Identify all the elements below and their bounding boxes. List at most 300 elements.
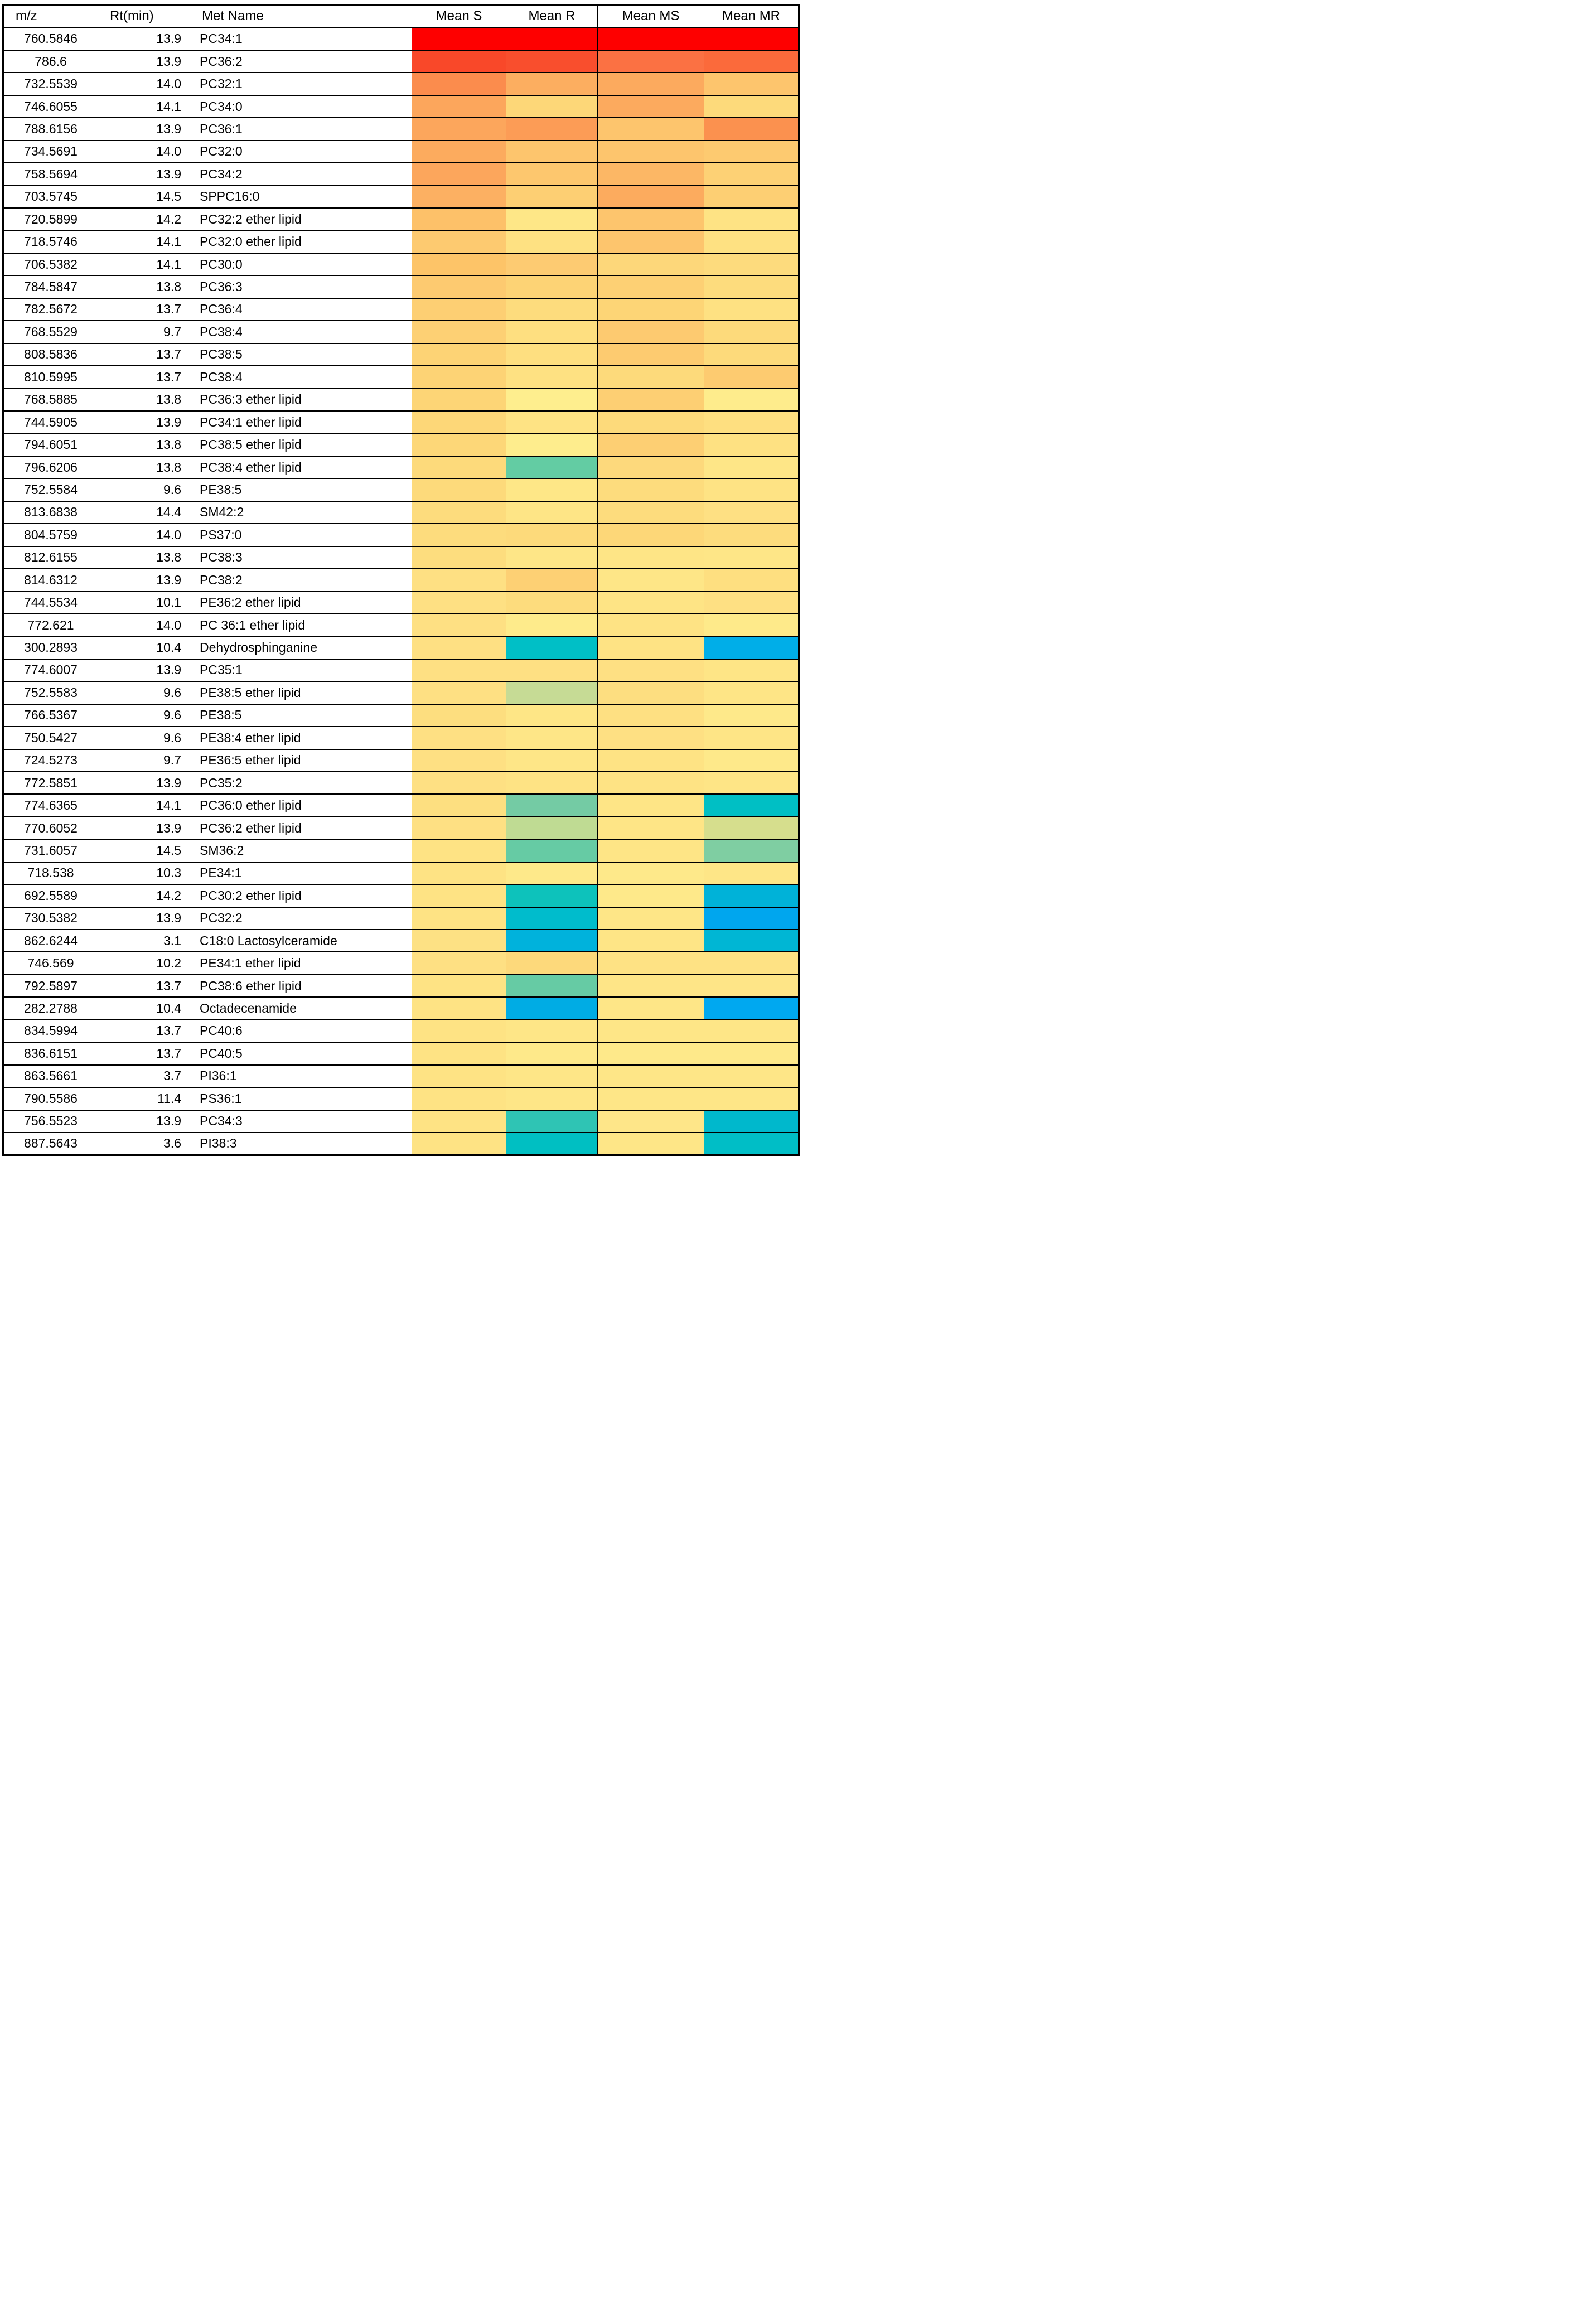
table-row: [3, 997, 799, 1019]
rt-cell: 13.9: [98, 28, 190, 50]
heatmap-cell-r: [506, 141, 598, 163]
heatmap-cell-r: [506, 930, 598, 952]
heatmap-cell-mr: [704, 772, 799, 794]
heatmap-cell-mr: [704, 546, 799, 569]
heatmap-cell-r: [506, 298, 598, 321]
met-name-cell: PC38:6 ether lipid: [190, 975, 412, 997]
rt-cell: 14.4: [98, 501, 190, 524]
heatmap-cell-ms: [598, 275, 704, 298]
rt-cell: 13.9: [98, 1110, 190, 1133]
met-name-cell: PC32:0 ether lipid: [190, 230, 412, 253]
heatmap-cell-mr: [704, 591, 799, 613]
mz-cell: 734.5691: [3, 141, 98, 163]
met-name-cell: PC38:2: [190, 569, 412, 591]
heatmap-cell-mr: [704, 975, 799, 997]
met-name-cell: PC38:3: [190, 546, 412, 569]
heatmap-cell-ms: [598, 141, 704, 163]
mz-cell: 814.6312: [3, 569, 98, 591]
heatmap-cell-s: [412, 659, 506, 681]
mz-cell: 744.5534: [3, 591, 98, 613]
met-name-cell: PC40:5: [190, 1042, 412, 1064]
heatmap-cell-s: [412, 1020, 506, 1042]
table-row: [3, 389, 799, 411]
heatmap-cell-mr: [704, 275, 799, 298]
mz-cell: 750.5427: [3, 727, 98, 749]
table-row: [3, 727, 799, 749]
mz-cell: 784.5847: [3, 275, 98, 298]
heatmap-cell-s: [412, 704, 506, 727]
mz-cell: 718.538: [3, 862, 98, 884]
heatmap-cell-ms: [598, 930, 704, 952]
table-row: [3, 298, 799, 321]
table-row: [3, 366, 799, 388]
heatmap-cell-r: [506, 95, 598, 118]
heatmap-cell-s: [412, 636, 506, 659]
met-name-cell: PC30:0: [190, 253, 412, 275]
rt-cell: 14.0: [98, 141, 190, 163]
met-name-cell: PE38:5 ether lipid: [190, 681, 412, 704]
column-header-mean-ms: Mean MS: [598, 5, 704, 28]
heatmap-cell-s: [412, 28, 506, 50]
heatmap-cell-r: [506, 817, 598, 839]
column-header-mean-s: Mean S: [412, 5, 506, 28]
table-row: [3, 546, 799, 569]
heatmap-cell-s: [412, 366, 506, 388]
heatmap-cell-r: [506, 1042, 598, 1064]
rt-cell: 13.8: [98, 433, 190, 456]
heatmap-cell-ms: [598, 614, 704, 636]
heatmap-cell-r: [506, 659, 598, 681]
heatmap-cell-s: [412, 794, 506, 816]
met-name-cell: PC36:1: [190, 118, 412, 140]
heatmap-cell-ms: [598, 704, 704, 727]
heatmap-cell-mr: [704, 1065, 799, 1087]
met-name-cell: PC32:0: [190, 141, 412, 163]
mz-cell: 703.5745: [3, 186, 98, 208]
heatmap-cell-mr: [704, 1133, 799, 1155]
mz-cell: 760.5846: [3, 28, 98, 50]
heatmap-cell-mr: [704, 141, 799, 163]
mz-cell: 794.6051: [3, 433, 98, 456]
heatmap-cell-r: [506, 952, 598, 974]
heatmap-cell-r: [506, 1133, 598, 1155]
mz-cell: 692.5589: [3, 884, 98, 907]
mz-cell: 796.6206: [3, 456, 98, 478]
heatmap-cell-r: [506, 636, 598, 659]
table-row: [3, 72, 799, 95]
heatmap-cell-ms: [598, 50, 704, 72]
heatmap-cell-r: [506, 839, 598, 862]
heatmap-cell-ms: [598, 366, 704, 388]
met-name-cell: PC32:2 ether lipid: [190, 208, 412, 230]
rt-cell: 13.9: [98, 659, 190, 681]
rt-cell: 14.0: [98, 614, 190, 636]
table-row: [3, 794, 799, 816]
met-name-cell: PI36:1: [190, 1065, 412, 1087]
met-name-cell: PS37:0: [190, 524, 412, 546]
heatmap-cell-ms: [598, 456, 704, 478]
mz-cell: 808.5836: [3, 343, 98, 366]
heatmap-cell-r: [506, 1065, 598, 1087]
heatmap-cell-r: [506, 546, 598, 569]
heatmap-cell-r: [506, 749, 598, 772]
mz-cell: 731.6057: [3, 839, 98, 862]
heatmap-cell-mr: [704, 907, 799, 930]
heatmap-cell-r: [506, 163, 598, 185]
met-name-cell: PC36:3: [190, 275, 412, 298]
rt-cell: 9.7: [98, 749, 190, 772]
heatmap-cell-mr: [704, 50, 799, 72]
mz-cell: 730.5382: [3, 907, 98, 930]
rt-cell: 13.9: [98, 163, 190, 185]
mz-cell: 887.5643: [3, 1133, 98, 1155]
table-row: [3, 433, 799, 456]
met-name-cell: C18:0 Lactosylceramide: [190, 930, 412, 952]
table-row: [3, 28, 799, 50]
heatmap-cell-s: [412, 1133, 506, 1155]
mz-cell: 792.5897: [3, 975, 98, 997]
mz-cell: 732.5539: [3, 72, 98, 95]
rt-cell: 13.8: [98, 275, 190, 298]
table-row: [3, 253, 799, 275]
rt-cell: 13.8: [98, 389, 190, 411]
heatmap-cell-s: [412, 501, 506, 524]
mz-cell: 718.5746: [3, 230, 98, 253]
heatmap-cell-r: [506, 389, 598, 411]
met-name-cell: PC34:1 ether lipid: [190, 411, 412, 433]
heatmap-cell-s: [412, 591, 506, 613]
heatmap-cell-ms: [598, 884, 704, 907]
heatmap-cell-mr: [704, 952, 799, 974]
heatmap-cell-ms: [598, 72, 704, 95]
rt-cell: 13.9: [98, 569, 190, 591]
table-row: [3, 862, 799, 884]
heatmap-cell-mr: [704, 433, 799, 456]
mz-cell: 774.6365: [3, 794, 98, 816]
heatmap-cell-r: [506, 275, 598, 298]
table-row: [3, 163, 799, 185]
heatmap-cell-ms: [598, 478, 704, 501]
heatmap-cell-mr: [704, 230, 799, 253]
heatmap-cell-r: [506, 118, 598, 140]
column-header-mz: m/z: [3, 5, 98, 28]
table-row: [3, 952, 799, 974]
met-name-cell: PC40:6: [190, 1020, 412, 1042]
table-row: [3, 95, 799, 118]
heatmap-cell-ms: [598, 28, 704, 50]
mz-cell: 788.6156: [3, 118, 98, 140]
heatmap-cell-s: [412, 975, 506, 997]
table-row: [3, 275, 799, 298]
mz-cell: 752.5584: [3, 478, 98, 501]
heatmap-cell-s: [412, 95, 506, 118]
heatmap-cell-s: [412, 478, 506, 501]
heatmap-cell-s: [412, 389, 506, 411]
rt-cell: 11.4: [98, 1087, 190, 1110]
met-name-cell: PC36:0 ether lipid: [190, 794, 412, 816]
heatmap-cell-ms: [598, 569, 704, 591]
heatmap-cell-ms: [598, 95, 704, 118]
heatmap-cell-ms: [598, 907, 704, 930]
rt-cell: 13.7: [98, 1020, 190, 1042]
column-header-metname: Met Name: [190, 5, 412, 28]
table-row: [3, 772, 799, 794]
heatmap-cell-r: [506, 433, 598, 456]
table-row: [3, 456, 799, 478]
heatmap-cell-s: [412, 524, 506, 546]
mz-cell: 766.5367: [3, 704, 98, 727]
heatmap-cell-mr: [704, 501, 799, 524]
heatmap-cell-r: [506, 862, 598, 884]
heatmap-cell-mr: [704, 95, 799, 118]
heatmap-cell-mr: [704, 569, 799, 591]
rt-cell: 3.7: [98, 1065, 190, 1087]
heatmap-cell-s: [412, 862, 506, 884]
heatmap-cell-ms: [598, 997, 704, 1019]
heatmap-cell-s: [412, 614, 506, 636]
mz-cell: 744.5905: [3, 411, 98, 433]
heatmap-cell-r: [506, 997, 598, 1019]
rt-cell: 13.7: [98, 366, 190, 388]
mz-cell: 746.569: [3, 952, 98, 974]
met-name-cell: PE36:2 ether lipid: [190, 591, 412, 613]
heatmap-cell-mr: [704, 614, 799, 636]
rt-cell: 14.2: [98, 884, 190, 907]
table-row: [3, 839, 799, 862]
heatmap-cell-ms: [598, 163, 704, 185]
heatmap-cell-s: [412, 930, 506, 952]
met-name-cell: PC35:1: [190, 659, 412, 681]
met-name-cell: PC38:4 ether lipid: [190, 456, 412, 478]
rt-cell: 13.8: [98, 546, 190, 569]
heatmap-cell-s: [412, 275, 506, 298]
heatmap-cell-mr: [704, 411, 799, 433]
table-row: [3, 907, 799, 930]
heatmap-cell-ms: [598, 501, 704, 524]
rt-cell: 14.0: [98, 524, 190, 546]
mz-cell: 282.2788: [3, 997, 98, 1019]
heatmap-cell-r: [506, 28, 598, 50]
heatmap-cell-s: [412, 1110, 506, 1133]
heatmap-cell-ms: [598, 975, 704, 997]
table-row: [3, 591, 799, 613]
heatmap-cell-mr: [704, 163, 799, 185]
heatmap-cell-s: [412, 772, 506, 794]
heatmap-cell-r: [506, 230, 598, 253]
met-name-cell: PS36:1: [190, 1087, 412, 1110]
heatmap-cell-s: [412, 569, 506, 591]
heatmap-cell-mr: [704, 118, 799, 140]
rt-cell: 13.9: [98, 118, 190, 140]
heatmap-cell-mr: [704, 839, 799, 862]
heatmap-cell-r: [506, 321, 598, 343]
heatmap-cell-mr: [704, 321, 799, 343]
met-name-cell: PC36:4: [190, 298, 412, 321]
heatmap-cell-r: [506, 186, 598, 208]
table-row: [3, 524, 799, 546]
rt-cell: 10.1: [98, 591, 190, 613]
heatmap-cell-mr: [704, 389, 799, 411]
heatmap-cell-ms: [598, 772, 704, 794]
rt-cell: 14.5: [98, 186, 190, 208]
column-header-rt: Rt(min): [98, 5, 190, 28]
mz-cell: 774.6007: [3, 659, 98, 681]
heatmap-cell-mr: [704, 366, 799, 388]
heatmap-cell-ms: [598, 321, 704, 343]
heatmap-cell-r: [506, 524, 598, 546]
mz-cell: 786.6: [3, 50, 98, 72]
heatmap-cell-r: [506, 50, 598, 72]
table-row: [3, 321, 799, 343]
heatmap-cell-mr: [704, 208, 799, 230]
heatmap-cell-s: [412, 141, 506, 163]
met-name-cell: PE38:4 ether lipid: [190, 727, 412, 749]
column-header-mean-r: Mean R: [506, 5, 598, 28]
met-name-cell: PC38:5: [190, 343, 412, 366]
heatmap-cell-mr: [704, 794, 799, 816]
heatmap-cell-s: [412, 118, 506, 140]
mz-cell: 836.6151: [3, 1042, 98, 1064]
heatmap-cell-r: [506, 704, 598, 727]
rt-cell: 9.6: [98, 704, 190, 727]
heatmap-cell-s: [412, 907, 506, 930]
heatmap-cell-mr: [704, 1110, 799, 1133]
heatmap-cell-s: [412, 839, 506, 862]
rt-cell: 10.4: [98, 997, 190, 1019]
met-name-cell: PC34:3: [190, 1110, 412, 1133]
table-row: [3, 186, 799, 208]
met-name-cell: Dehydrosphinganine: [190, 636, 412, 659]
heatmap-cell-ms: [598, 749, 704, 772]
heatmap-cell-ms: [598, 952, 704, 974]
heatmap-cell-mr: [704, 524, 799, 546]
rt-cell: 14.2: [98, 208, 190, 230]
mz-cell: 752.5583: [3, 681, 98, 704]
met-name-cell: PI38:3: [190, 1133, 412, 1155]
heatmap-cell-mr: [704, 1020, 799, 1042]
heatmap-cell-s: [412, 456, 506, 478]
met-name-cell: SPPC16:0: [190, 186, 412, 208]
heatmap-cell-ms: [598, 1133, 704, 1155]
rt-cell: 3.6: [98, 1133, 190, 1155]
table-row: [3, 704, 799, 727]
heatmap-cell-ms: [598, 298, 704, 321]
met-name-cell: SM42:2: [190, 501, 412, 524]
heatmap-cell-r: [506, 478, 598, 501]
met-name-cell: PC36:2 ether lipid: [190, 817, 412, 839]
table-row: [3, 501, 799, 524]
rt-cell: 9.6: [98, 727, 190, 749]
heatmap-cell-s: [412, 952, 506, 974]
rt-cell: 13.9: [98, 907, 190, 930]
heatmap-cell-mr: [704, 253, 799, 275]
heatmap-cell-mr: [704, 186, 799, 208]
heatmap-cell-r: [506, 614, 598, 636]
table-row: [3, 884, 799, 907]
heatmap-cell-s: [412, 253, 506, 275]
heatmap-cell-r: [506, 681, 598, 704]
heatmap-cell-ms: [598, 862, 704, 884]
heatmap-cell-ms: [598, 1020, 704, 1042]
met-name-cell: PC32:1: [190, 72, 412, 95]
mz-cell: 768.5529: [3, 321, 98, 343]
table-row: [3, 749, 799, 772]
heatmap-cell-ms: [598, 433, 704, 456]
table-row: [3, 118, 799, 140]
heatmap-cell-s: [412, 884, 506, 907]
rt-cell: 13.7: [98, 1042, 190, 1064]
heatmap-cell-mr: [704, 704, 799, 727]
heatmap-cell-s: [412, 321, 506, 343]
heatmap-cell-r: [506, 727, 598, 749]
heatmap-cell-ms: [598, 839, 704, 862]
met-name-cell: PE34:1 ether lipid: [190, 952, 412, 974]
rt-cell: 13.8: [98, 456, 190, 478]
rt-cell: 10.4: [98, 636, 190, 659]
heatmap-cell-s: [412, 546, 506, 569]
mz-cell: 724.5273: [3, 749, 98, 772]
rt-cell: 9.7: [98, 321, 190, 343]
table-row: [3, 659, 799, 681]
table-row: [3, 1042, 799, 1064]
met-name-cell: PE34:1: [190, 862, 412, 884]
mz-cell: 772.5851: [3, 772, 98, 794]
mz-cell: 812.6155: [3, 546, 98, 569]
heatmap-cell-r: [506, 1087, 598, 1110]
header-row: [3, 5, 799, 28]
table-row: [3, 975, 799, 997]
mz-cell: 772.621: [3, 614, 98, 636]
heatmap-cell-r: [506, 884, 598, 907]
heatmap-cell-s: [412, 50, 506, 72]
heatmap-cell-ms: [598, 794, 704, 816]
rt-cell: 14.5: [98, 839, 190, 862]
heatmap-cell-mr: [704, 72, 799, 95]
table-row: [3, 1087, 799, 1110]
heatmap-cell-r: [506, 411, 598, 433]
mz-cell: 790.5586: [3, 1087, 98, 1110]
mz-cell: 746.6055: [3, 95, 98, 118]
rt-cell: 9.6: [98, 681, 190, 704]
heatmap-cell-s: [412, 343, 506, 366]
rt-cell: 9.6: [98, 478, 190, 501]
rt-cell: 14.1: [98, 230, 190, 253]
table-row: [3, 636, 799, 659]
table-row: [3, 141, 799, 163]
heatmap-cell-s: [412, 163, 506, 185]
rt-cell: 14.1: [98, 253, 190, 275]
heatmap-cell-mr: [704, 28, 799, 50]
lipid-heatmap-table: [2, 4, 800, 1156]
heatmap-cell-ms: [598, 659, 704, 681]
mz-cell: 862.6244: [3, 930, 98, 952]
heatmap-cell-ms: [598, 343, 704, 366]
rt-cell: 3.1: [98, 930, 190, 952]
heatmap-cell-r: [506, 343, 598, 366]
mz-cell: 758.5694: [3, 163, 98, 185]
met-name-cell: PC34:0: [190, 95, 412, 118]
heatmap-cell-ms: [598, 1110, 704, 1133]
heatmap-cell-ms: [598, 636, 704, 659]
rt-cell: 14.1: [98, 95, 190, 118]
lipid-heatmap-page: [0, 0, 798, 1162]
heatmap-cell-r: [506, 456, 598, 478]
heatmap-cell-ms: [598, 1042, 704, 1064]
table-row: [3, 681, 799, 704]
mz-cell: 756.5523: [3, 1110, 98, 1133]
met-name-cell: PC38:4: [190, 366, 412, 388]
heatmap-cell-r: [506, 975, 598, 997]
